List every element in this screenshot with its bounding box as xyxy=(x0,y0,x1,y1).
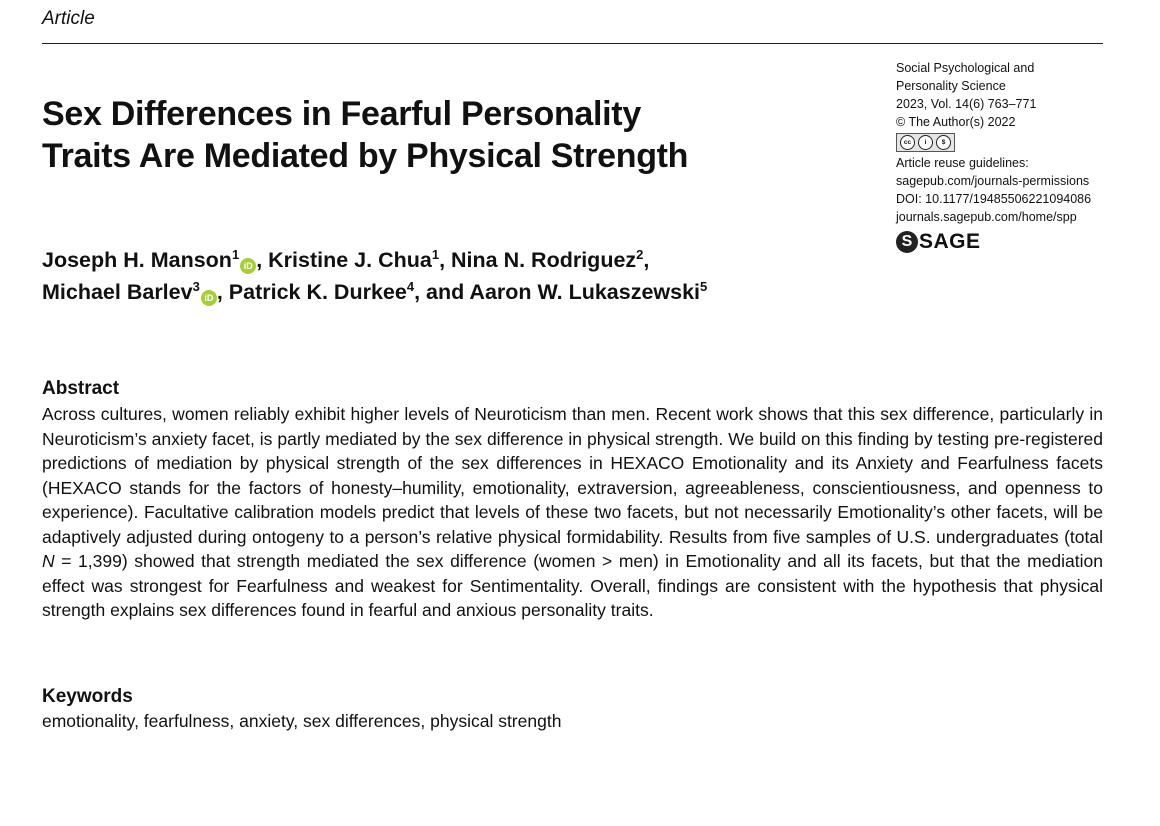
article-type-label: Article xyxy=(42,8,95,29)
keywords-text: emotionality, fearfulness, anxiety, sex differences, physical strength xyxy=(42,711,562,731)
volume-info: 2023, Vol. 14(6) 763–771 xyxy=(896,97,1037,111)
affiliation-marker: 3 xyxy=(192,278,200,294)
journal-name-line-2: Personality Science xyxy=(896,79,1006,93)
reuse-guidelines-label: Article reuse guidelines: xyxy=(896,156,1029,170)
author-name: Aaron W. Lukaszewski xyxy=(469,280,701,304)
orcid-icon[interactable]: iD xyxy=(240,258,256,274)
affiliation-marker: 5 xyxy=(700,278,708,294)
title-line-2: Traits Are Mediated by Physical Strength xyxy=(42,137,689,175)
journal-homepage-link[interactable]: journals.sagepub.com/home/spp xyxy=(896,210,1077,224)
article-title xyxy=(42,93,842,177)
affiliation-marker: 1 xyxy=(231,246,240,262)
affiliation-marker: 1 xyxy=(431,246,440,262)
journal-name-line-1: Social Psychological and xyxy=(896,61,1035,75)
cc-by-nc-icon[interactable]: cc i $ xyxy=(896,133,955,152)
abstract-heading: Abstract xyxy=(42,378,120,399)
author-name: Kristine J. Chua xyxy=(268,248,432,272)
journal-info xyxy=(896,59,1126,253)
abstract-text: Across cultures, women reliably exhibit higher levels of Neuroticism than men. Recent work shows that this sex difference, particularly in Neuroticism’s anxiety facet, is partly mediated by the sex difference in physical strength. We build on this finding by testing pre-registered predictions of mediation by physical strength of the sex differences in HEXACO Emotionality and its Anxiety and Fearfulness facets (HEXACO stands for the factors of honesty–humility, emotionality, extraversion, agreeableness, conscientiousness, and openness to experience). Facultative calibration models predict that levels of these two facets, but not necessarily Emotionality’s other facets, will be adaptively adjusted during ontogeny to a person’s relative physical formidability. Results from five samples of U.S. undergraduates (total N = 1,399) showed that strength mediated the sex difference (women > men) in Emotionality and all its facets, but that the mediation effect was strongest for Fearfulness and weakest for Sentimentality. Overall, findings are consistent with the hypothesis that physical strength explains sex differences found in fearful and anxious personality traits. xyxy=(42,404,1103,620)
keywords-heading: Keywords xyxy=(42,686,133,707)
copyright-line: © The Author(s) 2022 xyxy=(896,115,1016,129)
author-name: Patrick K. Durkee xyxy=(228,280,407,304)
author-name: Michael Barlev xyxy=(42,280,193,304)
author-name: Joseph H. Manson xyxy=(42,248,232,272)
affiliation-marker: 4 xyxy=(406,278,415,294)
n-symbol: N xyxy=(42,551,55,571)
title-line-1: Sex Differences in Fearful Personality xyxy=(42,95,641,133)
sage-logo-text: SAGE xyxy=(919,230,981,253)
sage-logo xyxy=(896,231,1126,253)
author-line-1: Joseph H. Manson$^1$iD , Kristine J. Chua$^1$, Nina N. Rodriguez$^2$, xyxy=(42,246,650,272)
sage-s-icon: S xyxy=(896,231,918,253)
author-list xyxy=(42,244,862,308)
author-line-2: Michael Barlev$^3$iD , Patrick K. Durkee$^4$, and Aaron W. Lukaszewski$^5$ xyxy=(42,278,708,304)
affiliation-marker: 2 xyxy=(636,246,644,262)
permissions-link[interactable]: sagepub.com/journals-permissions xyxy=(896,174,1090,188)
author-name: Nina N. Rodriguez xyxy=(451,248,637,272)
orcid-icon[interactable]: iD xyxy=(201,290,217,306)
header-rule xyxy=(42,43,1103,44)
doi[interactable]: DOI: 10.1177/19485506221094086 xyxy=(896,192,1092,206)
